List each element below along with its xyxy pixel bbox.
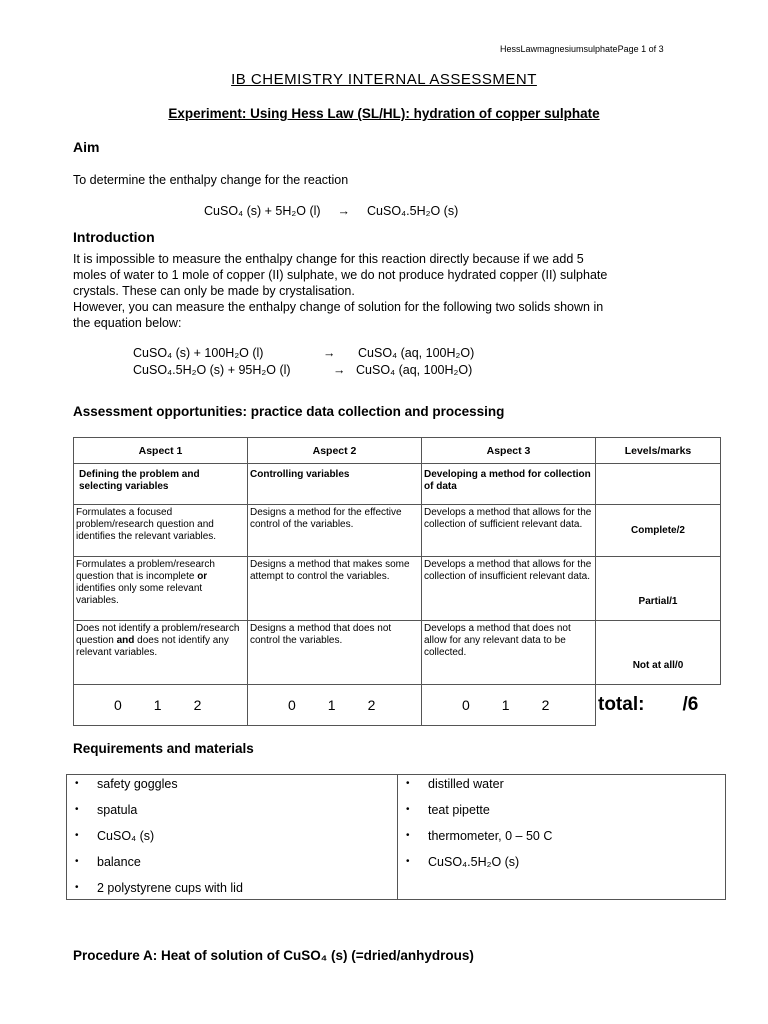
bullet-icon: • — [75, 778, 79, 789]
equation-1-left: CuSO₄ (s) + 100H₂O (l) — [133, 346, 264, 360]
score-2: 2 — [541, 697, 550, 713]
score-1: 1 — [153, 697, 162, 713]
cell-aspect-3: Develops a method that allows for the collection of insufficient relevant data. — [422, 557, 596, 621]
score-0: 0 — [462, 697, 470, 713]
materials-right-column — [398, 775, 726, 900]
material-label: 2 polystyrene cups with lid — [97, 881, 243, 895]
arrow-icon: → — [337, 204, 351, 218]
equation-1 — [133, 346, 474, 360]
aim-heading: Aim — [73, 139, 100, 155]
experiment-subtitle: Experiment: Using Hess Law (SL/HL): hydration of copper sulphate — [168, 106, 600, 121]
assessment-heading: Assessment opportunities: practice data collection and processing — [73, 404, 505, 419]
cell-text: Formulates a problem/research question that is incomplete — [76, 559, 215, 582]
table-row — [74, 557, 721, 621]
subheader-levels — [596, 464, 721, 505]
document-title: IB CHEMISTRY INTERNAL ASSESSMENT — [231, 71, 537, 88]
score-0: 0 — [114, 697, 122, 713]
arrow-icon: → — [333, 363, 346, 377]
score-2: 2 — [193, 697, 202, 713]
material-label: CuSO₄ (s) — [97, 829, 155, 843]
intro-line: It is impossible to measure the enthalpy change for this reaction directly because if we add 5 — [73, 252, 584, 266]
total-cell — [596, 685, 721, 726]
header-aspect-1: Aspect 1 — [74, 438, 248, 464]
subheader-aspect-2: Controlling variables — [248, 464, 422, 505]
total-value: /6 — [682, 694, 699, 716]
list-item — [67, 827, 397, 853]
list-item — [67, 853, 397, 879]
material-label: safety goggles — [97, 777, 178, 791]
cell-aspect-2: Designs a method that makes some attempt to control the variables. — [248, 557, 422, 621]
material-label: thermometer, 0 – 50 C — [428, 829, 553, 843]
bullet-icon: • — [406, 830, 410, 841]
material-label: balance — [97, 855, 141, 869]
equation-2 — [133, 363, 472, 377]
header-aspect-3: Aspect 3 — [422, 438, 596, 464]
score-1: 1 — [327, 697, 336, 713]
equation-2-left: CuSO₄.5H₂O (s) + 95H₂O (l) — [133, 363, 291, 377]
equation-1-right: CuSO₄ (aq, 100H₂O) — [358, 346, 475, 360]
bullet-icon: • — [75, 856, 79, 867]
list-item — [398, 853, 725, 879]
cell-aspect-3: Develops a method that does not allow for any relevant data to be collected. — [422, 621, 596, 685]
cell-aspect-2: Designs a method that does not control the variables. — [248, 621, 422, 685]
cell-text: Does not identify a problem/research question — [76, 623, 240, 646]
score-aspect-2 — [248, 685, 422, 726]
list-item — [67, 801, 397, 827]
table-header-row — [74, 438, 721, 464]
level-complete: Complete/2 — [596, 505, 721, 557]
material-label: CuSO₄.5H₂O (s) — [428, 855, 520, 869]
cell-text: identifies only some relevant variables. — [76, 583, 203, 606]
score-row — [74, 685, 721, 726]
material-label: distilled water — [428, 777, 504, 791]
table-subheader-row — [74, 464, 721, 505]
table-row — [74, 621, 721, 685]
intro-line: moles of water to 1 mole of copper (II) sulphate, we do not produce hydrated copper (II) sulphate — [73, 268, 608, 282]
list-item — [67, 775, 397, 801]
cell-emphasis: and — [116, 635, 135, 646]
main-equation — [204, 204, 458, 218]
materials-left-column — [67, 775, 398, 900]
score-aspect-1 — [74, 685, 248, 726]
bullet-icon: • — [75, 882, 79, 893]
intro-line: crystals. These can only be made by crystalisation. — [73, 284, 355, 298]
subheader-aspect-3: Developing a method for collection of data — [422, 464, 596, 505]
cell-aspect-2: Designs a method for the effective control of the variables. — [248, 505, 422, 557]
cell-aspect-1: Formulates a focused problem/research question and identifies the relevant variables. — [74, 505, 248, 557]
main-equation-right: CuSO₄.5H₂O (s) — [367, 204, 459, 218]
cell-aspect-3: Develops a method that allows for the collection of sufficient relevant data. — [422, 505, 596, 557]
cell-aspect-1 — [74, 621, 248, 685]
intro-line: However, you can measure the enthalpy change of solution for the following two solids shown in — [73, 300, 604, 314]
arrow-icon: → — [323, 346, 336, 360]
material-label: teat pipette — [428, 803, 490, 817]
assessment-table — [73, 437, 721, 726]
header-levels-marks: Levels/marks — [596, 438, 721, 464]
main-equation-left: CuSO₄ (s) + 5H₂O (l) — [204, 204, 321, 218]
table-row — [74, 505, 721, 557]
cell-emphasis: or — [197, 571, 208, 582]
material-label: spatula — [97, 803, 138, 817]
cell-aspect-1 — [74, 557, 248, 621]
equation-2-right: CuSO₄ (aq, 100H₂O) — [356, 363, 473, 377]
cell-text: does not identify any relevant variables. — [76, 635, 229, 658]
score-2: 2 — [367, 697, 376, 713]
bullet-icon: • — [75, 804, 79, 815]
intro-line: the equation below: — [73, 316, 182, 330]
score-aspect-3 — [422, 685, 596, 726]
level-not-at-all: Not at all/0 — [596, 621, 721, 685]
procedure-a-heading: Procedure A: Heat of solution of CuSO₄ (s) (=dried/anhydrous) — [73, 948, 474, 963]
level-partial: Partial/1 — [596, 557, 721, 621]
materials-table — [66, 774, 726, 900]
list-item — [398, 827, 725, 853]
score-0: 0 — [288, 697, 296, 713]
total-label: total: — [598, 694, 645, 716]
subheader-aspect-1: Defining the problem and selecting variables — [74, 464, 248, 505]
score-1: 1 — [501, 697, 510, 713]
header-aspect-2: Aspect 2 — [248, 438, 422, 464]
list-item — [67, 879, 397, 899]
bullet-icon: • — [75, 830, 79, 841]
materials-heading: Requirements and materials — [73, 741, 254, 756]
page-header-note: HessLawmagnesiumsulphatePage 1 of 3 — [500, 44, 664, 54]
bullet-icon: • — [406, 778, 410, 789]
list-item — [398, 801, 725, 827]
list-item — [398, 775, 725, 801]
aim-text: To determine the enthalpy change for the reaction — [73, 173, 349, 187]
bullet-icon: • — [406, 804, 410, 815]
introduction-text — [73, 251, 693, 331]
introduction-heading: Introduction — [73, 229, 155, 245]
bullet-icon: • — [406, 856, 410, 867]
